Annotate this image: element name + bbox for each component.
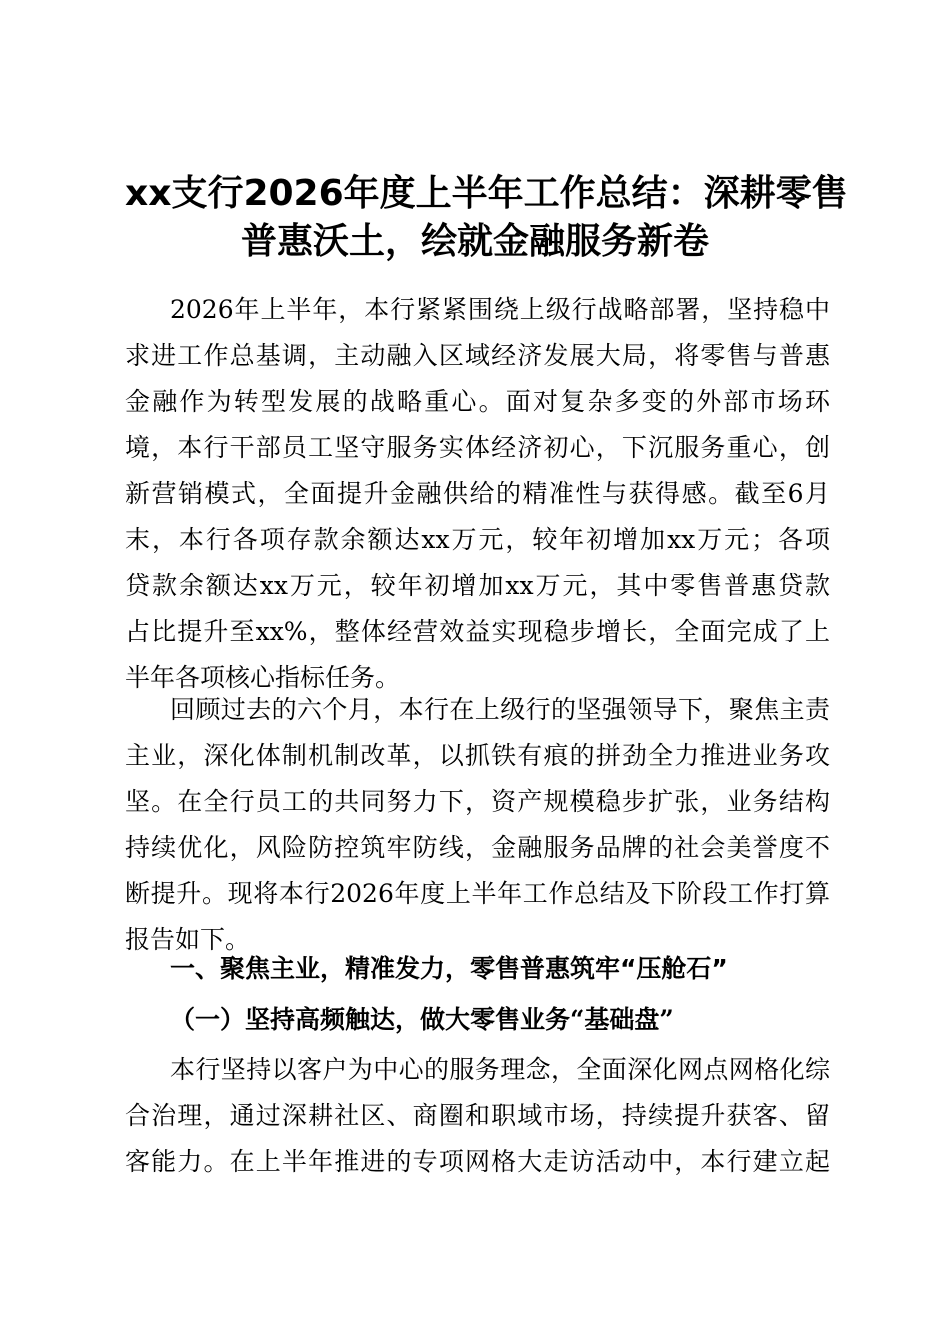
paragraph-line: 新营销模式，全面提升金融供给的精准性与获得感。截至6月 (125, 479, 830, 508)
paragraph-line: 金融作为转型发展的战略重心。面对复杂多变的外部市场环 (125, 387, 830, 416)
document-title-line-2: 普惠沃土，绘就金融服务新卷 (240, 221, 709, 262)
paragraph-line: 境，本行干部员工坚守服务实体经济初心，下沉服务重心，创 (125, 433, 830, 462)
paragraph-line: 占比提升至xx%，整体经营效益实现稳步增长，全面完成了上 (125, 617, 830, 646)
paragraph-line: 求进工作总基调，主动融入区域经济发展大局，将零售与普惠 (125, 341, 830, 370)
paragraph-line: 主业，深化体制机制改革，以抓铁有痕的拼劲全力推进业务攻 (125, 741, 830, 770)
paragraph-line: 报告如下。 (125, 925, 251, 954)
subsection-heading-1-1: （一）坚持高频触达，做大零售业务“基础盘” (170, 1005, 674, 1034)
section-heading-1: 一、聚焦主业，精准发力，零售普惠筑牢“压舱石” (170, 954, 728, 983)
paragraph-intro (125, 287, 830, 701)
paragraph-line: 坚。在全行员工的共同努力下，资产规模稳步扩张，业务结构 (125, 787, 830, 816)
paragraph-line: 合治理，通过深耕社区、商圈和职域市场，持续提升获客、留 (125, 1101, 830, 1130)
paragraph-line: 断提升。现将本行2026年度上半年工作总结及下阶段工作打算 (125, 879, 830, 908)
paragraph-retail (125, 1047, 830, 1185)
paragraph-line: 贷款余额达xx万元，较年初增加xx万元，其中零售普惠贷款 (125, 571, 830, 600)
document-title-line-1: xx支行2026年度上半年工作总结：深耕零售 (125, 173, 848, 214)
paragraph-line: 回顾过去的六个月，本行在上级行的坚强领导下，聚焦主责 (170, 695, 830, 724)
paragraph-review (125, 687, 830, 963)
paragraph-line: 客能力。在上半年推进的专项网格大走访活动中，本行建立起 (125, 1147, 830, 1176)
paragraph-line: 末，本行各项存款余额达xx万元，较年初增加xx万元；各项 (125, 525, 830, 554)
paragraph-line: 本行坚持以客户为中心的服务理念，全面深化网点网格化综 (170, 1055, 830, 1084)
paragraph-line: 2026年上半年，本行紧紧围绕上级行战略部署，坚持稳中 (170, 295, 830, 324)
paragraph-line: 半年各项核心指标任务。 (125, 663, 401, 692)
paragraph-line: 持续优化，风险防控筑牢防线，金融服务品牌的社会美誉度不 (125, 833, 830, 862)
